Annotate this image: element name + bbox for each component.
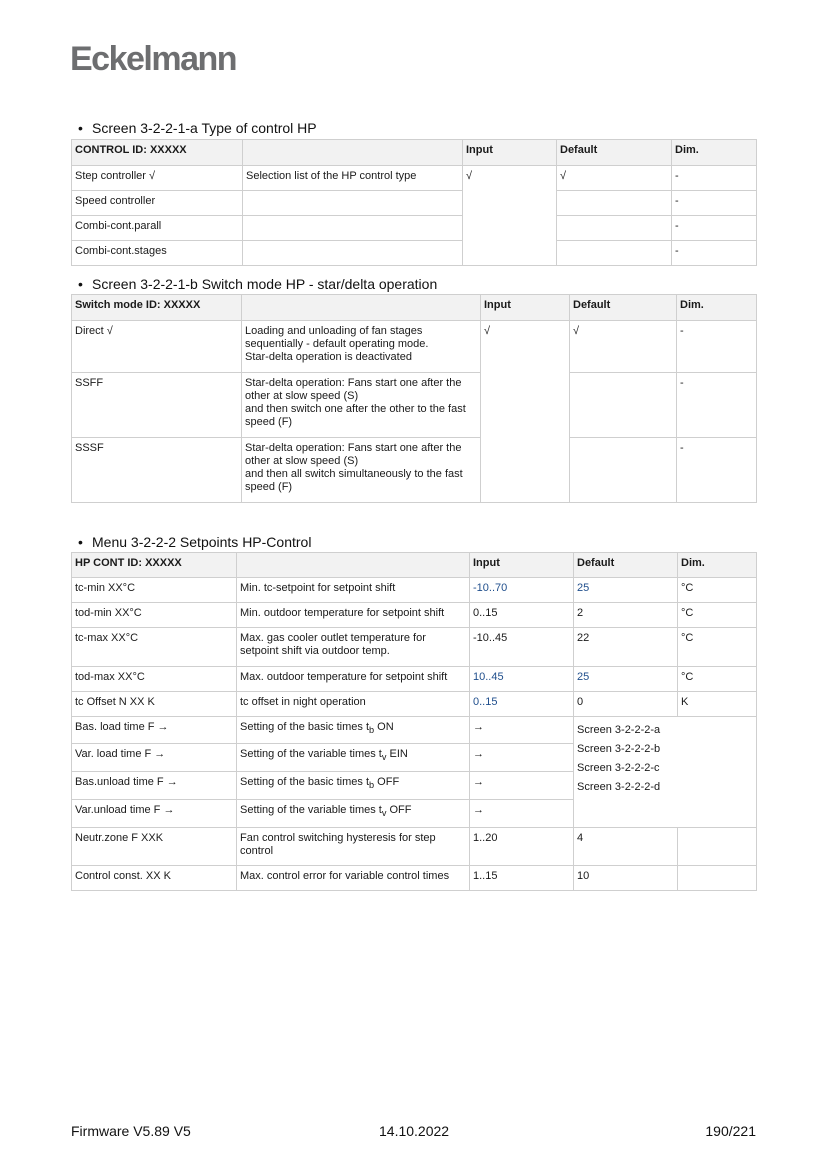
input-range: 1..15 — [470, 866, 574, 891]
table-row — [72, 828, 757, 866]
parameter-description — [237, 717, 470, 744]
description-line: and then switch one after the other to the fast — [245, 403, 466, 415]
bullet-icon: • — [78, 534, 83, 550]
description-line: Star-delta operation: Fans start one after the — [245, 377, 462, 389]
dim-cell: °C — [678, 578, 757, 603]
parameter-name: Var.unload time F → — [72, 800, 237, 828]
table-row — [72, 692, 757, 717]
parameter-description: tc offset in night operation — [237, 692, 470, 717]
submenu-arrow[interactable]: → — [470, 772, 574, 800]
table-row — [72, 628, 757, 667]
parameter-name: tod-max XX°C — [72, 667, 237, 692]
parameter-description — [237, 628, 470, 667]
default-value: 4 — [574, 828, 678, 866]
default-cell — [557, 216, 672, 241]
parameter-name: Control const. XX K — [72, 866, 237, 891]
option-description — [242, 373, 481, 438]
dim-cell: °C — [678, 603, 757, 628]
header-cell — [237, 553, 470, 578]
option-description: Selection list of the HP control type — [243, 166, 463, 191]
default-value: 22 — [574, 628, 678, 667]
footer-date: 14.10.2022 — [379, 1123, 450, 1139]
table-row — [72, 578, 757, 603]
description-line: control — [240, 845, 274, 857]
switch-mode-table — [71, 294, 757, 503]
dim-cell: - — [672, 166, 757, 191]
dim-cell: °C — [678, 628, 757, 667]
submenu-arrow[interactable]: → — [470, 800, 574, 828]
table-row — [72, 241, 757, 266]
parameter-name: Bas.unload time F → — [72, 772, 237, 800]
parameter-name: Var. load time F → — [72, 744, 237, 772]
default-value: 25 — [574, 578, 678, 603]
header-cell: CONTROL ID: XXXXX — [72, 140, 243, 166]
option-name: SSFF — [72, 373, 242, 438]
dim-cell: - — [672, 191, 757, 216]
parameter-description: Max. control error for variable control times — [237, 866, 470, 891]
header-cell: Input — [481, 295, 570, 321]
header-cell: Default — [574, 553, 678, 578]
option-name: SSSF — [72, 438, 242, 503]
input-range: 0..15 — [470, 603, 574, 628]
option-name: Direct √ — [72, 321, 242, 373]
default-value: 2 — [574, 603, 678, 628]
header-cell: Dim. — [677, 295, 757, 321]
default-cell: √ — [557, 166, 672, 191]
default-cell — [570, 373, 677, 438]
table-row — [72, 166, 757, 191]
dim-cell: - — [677, 321, 757, 373]
header-cell: Input — [463, 140, 557, 166]
description-line: other at slow speed (S) — [245, 390, 359, 402]
table-header-row — [72, 140, 757, 166]
header-cell: Dim. — [672, 140, 757, 166]
option-description — [242, 321, 481, 373]
subscript: v — [381, 808, 387, 819]
parameter-description — [237, 828, 470, 866]
option-name: Combi-cont.stages — [72, 241, 243, 266]
bullet-icon: • — [78, 120, 83, 136]
input-range: -10..45 — [470, 628, 574, 667]
screen-links — [574, 717, 757, 828]
input-range: 0..15 — [470, 692, 574, 717]
description-text: OFF — [374, 776, 400, 788]
option-name: Step controller √ — [72, 166, 243, 191]
input-range: 10..45 — [470, 667, 574, 692]
option-name: Combi-cont.parall — [72, 216, 243, 241]
parameter-name: tod-min XX°C — [72, 603, 237, 628]
input-cell: √ — [481, 321, 570, 503]
control-type-table — [71, 139, 757, 266]
description-line: speed (F) — [245, 481, 293, 493]
description-text: ON — [374, 721, 394, 733]
description-line: setpoint shift via outdoor temp. — [240, 645, 390, 657]
description-line: speed (F) — [245, 416, 293, 428]
table-row — [72, 191, 757, 216]
default-value: 25 — [574, 667, 678, 692]
section-heading-setpoints — [78, 534, 311, 550]
table-row — [72, 866, 757, 891]
parameter-description — [237, 800, 470, 828]
description-line: Fan control switching hysteresis for step — [240, 832, 436, 844]
header-cell — [242, 295, 481, 321]
option-description — [243, 191, 463, 216]
option-name: Speed controller — [72, 191, 243, 216]
dim-cell: - — [677, 438, 757, 503]
parameter-description: Min. tc-setpoint for setpoint shift — [237, 578, 470, 603]
default-cell: √ — [570, 321, 677, 373]
screen-link[interactable]: Screen 3-2-2-2-c — [577, 762, 660, 774]
dim-cell: °C — [678, 667, 757, 692]
table-row — [72, 603, 757, 628]
section-heading-switch-mode — [78, 276, 437, 292]
header-cell: HP CONT ID: XXXXX — [72, 553, 237, 578]
description-text: Setting of the basic times t — [240, 721, 370, 733]
table-row — [72, 321, 757, 373]
dim-cell: - — [672, 216, 757, 241]
description-text: Setting of the variable times t — [240, 748, 382, 760]
dim-cell: - — [672, 241, 757, 266]
parameter-description: Min. outdoor temperature for setpoint shift — [237, 603, 470, 628]
submenu-arrow[interactable]: → — [470, 744, 574, 772]
option-description — [243, 241, 463, 266]
heading-text: Screen 3-2-2-1-a Type of control HP — [92, 120, 317, 136]
section-heading-control-type — [78, 120, 317, 136]
input-range: -10..70 — [470, 578, 574, 603]
screen-link[interactable]: Screen 3-2-2-2-b — [577, 743, 661, 755]
submenu-arrow[interactable]: → — [470, 717, 574, 744]
header-cell: Dim. — [678, 553, 757, 578]
subscript: b — [369, 780, 375, 791]
description-line: sequentially - default operating mode. — [245, 338, 429, 350]
header-cell: Default — [557, 140, 672, 166]
input-cell: √ — [463, 166, 557, 266]
parameter-name: tc-max XX°C — [72, 628, 237, 667]
default-cell — [557, 241, 672, 266]
parameter-description — [237, 744, 470, 772]
option-description — [243, 216, 463, 241]
description-text: OFF — [386, 804, 412, 816]
setpoints-table — [71, 552, 757, 891]
table-header-row — [72, 295, 757, 321]
input-range: 1..20 — [470, 828, 574, 866]
table-header-row — [72, 553, 757, 578]
footer-page-number: 190/221 — [705, 1123, 756, 1139]
table-row — [72, 216, 757, 241]
dim-cell — [678, 828, 757, 866]
dim-cell: K — [678, 692, 757, 717]
header-cell — [243, 140, 463, 166]
subscript: b — [369, 725, 375, 736]
description-line: Star-delta operation is deactivated — [245, 351, 412, 363]
parameter-name: tc Offset N XX K — [72, 692, 237, 717]
table-row — [72, 438, 757, 503]
table-row — [72, 717, 757, 744]
company-logo: Eckelmann — [70, 40, 237, 78]
heading-text: Screen 3-2-2-1-b Switch mode HP - star/delta operation — [92, 276, 438, 292]
parameter-name: Bas. load time F → — [72, 717, 237, 744]
parameter-description: Max. outdoor temperature for setpoint shift — [237, 667, 470, 692]
description-text: EIN — [386, 748, 408, 760]
parameter-description — [237, 772, 470, 800]
screen-link[interactable]: Screen 3-2-2-2-d — [577, 781, 661, 793]
dim-cell — [678, 866, 757, 891]
table-row — [72, 373, 757, 438]
bullet-icon: • — [78, 276, 83, 292]
description-line: Star-delta operation: Fans start one after the — [245, 442, 462, 454]
default-cell — [557, 191, 672, 216]
default-cell — [570, 438, 677, 503]
subscript: v — [381, 752, 387, 763]
description-line: Max. gas cooler outlet temperature for — [240, 632, 426, 644]
default-value: 0 — [574, 692, 678, 717]
option-description — [242, 438, 481, 503]
default-value: 10 — [574, 866, 678, 891]
description-line: Loading and unloading of fan stages — [245, 325, 423, 337]
description-line: other at slow speed (S) — [245, 455, 359, 467]
heading-text: Menu 3-2-2-2 Setpoints HP-Control — [92, 534, 312, 550]
description-text: Setting of the basic times t — [240, 776, 370, 788]
dim-cell: - — [677, 373, 757, 438]
footer-firmware: Firmware V5.89 V5 — [71, 1123, 191, 1139]
parameter-name: Neutr.zone F XXK — [72, 828, 237, 866]
description-text: Setting of the variable times t — [240, 804, 382, 816]
header-cell: Switch mode ID: XXXXX — [72, 295, 242, 321]
description-line: and then all switch simultaneously to the fast — [245, 468, 463, 480]
header-cell: Default — [570, 295, 677, 321]
screen-link[interactable]: Screen 3-2-2-2-a — [577, 724, 661, 736]
table-row — [72, 667, 757, 692]
parameter-name: tc-min XX°C — [72, 578, 237, 603]
header-cell: Input — [470, 553, 574, 578]
